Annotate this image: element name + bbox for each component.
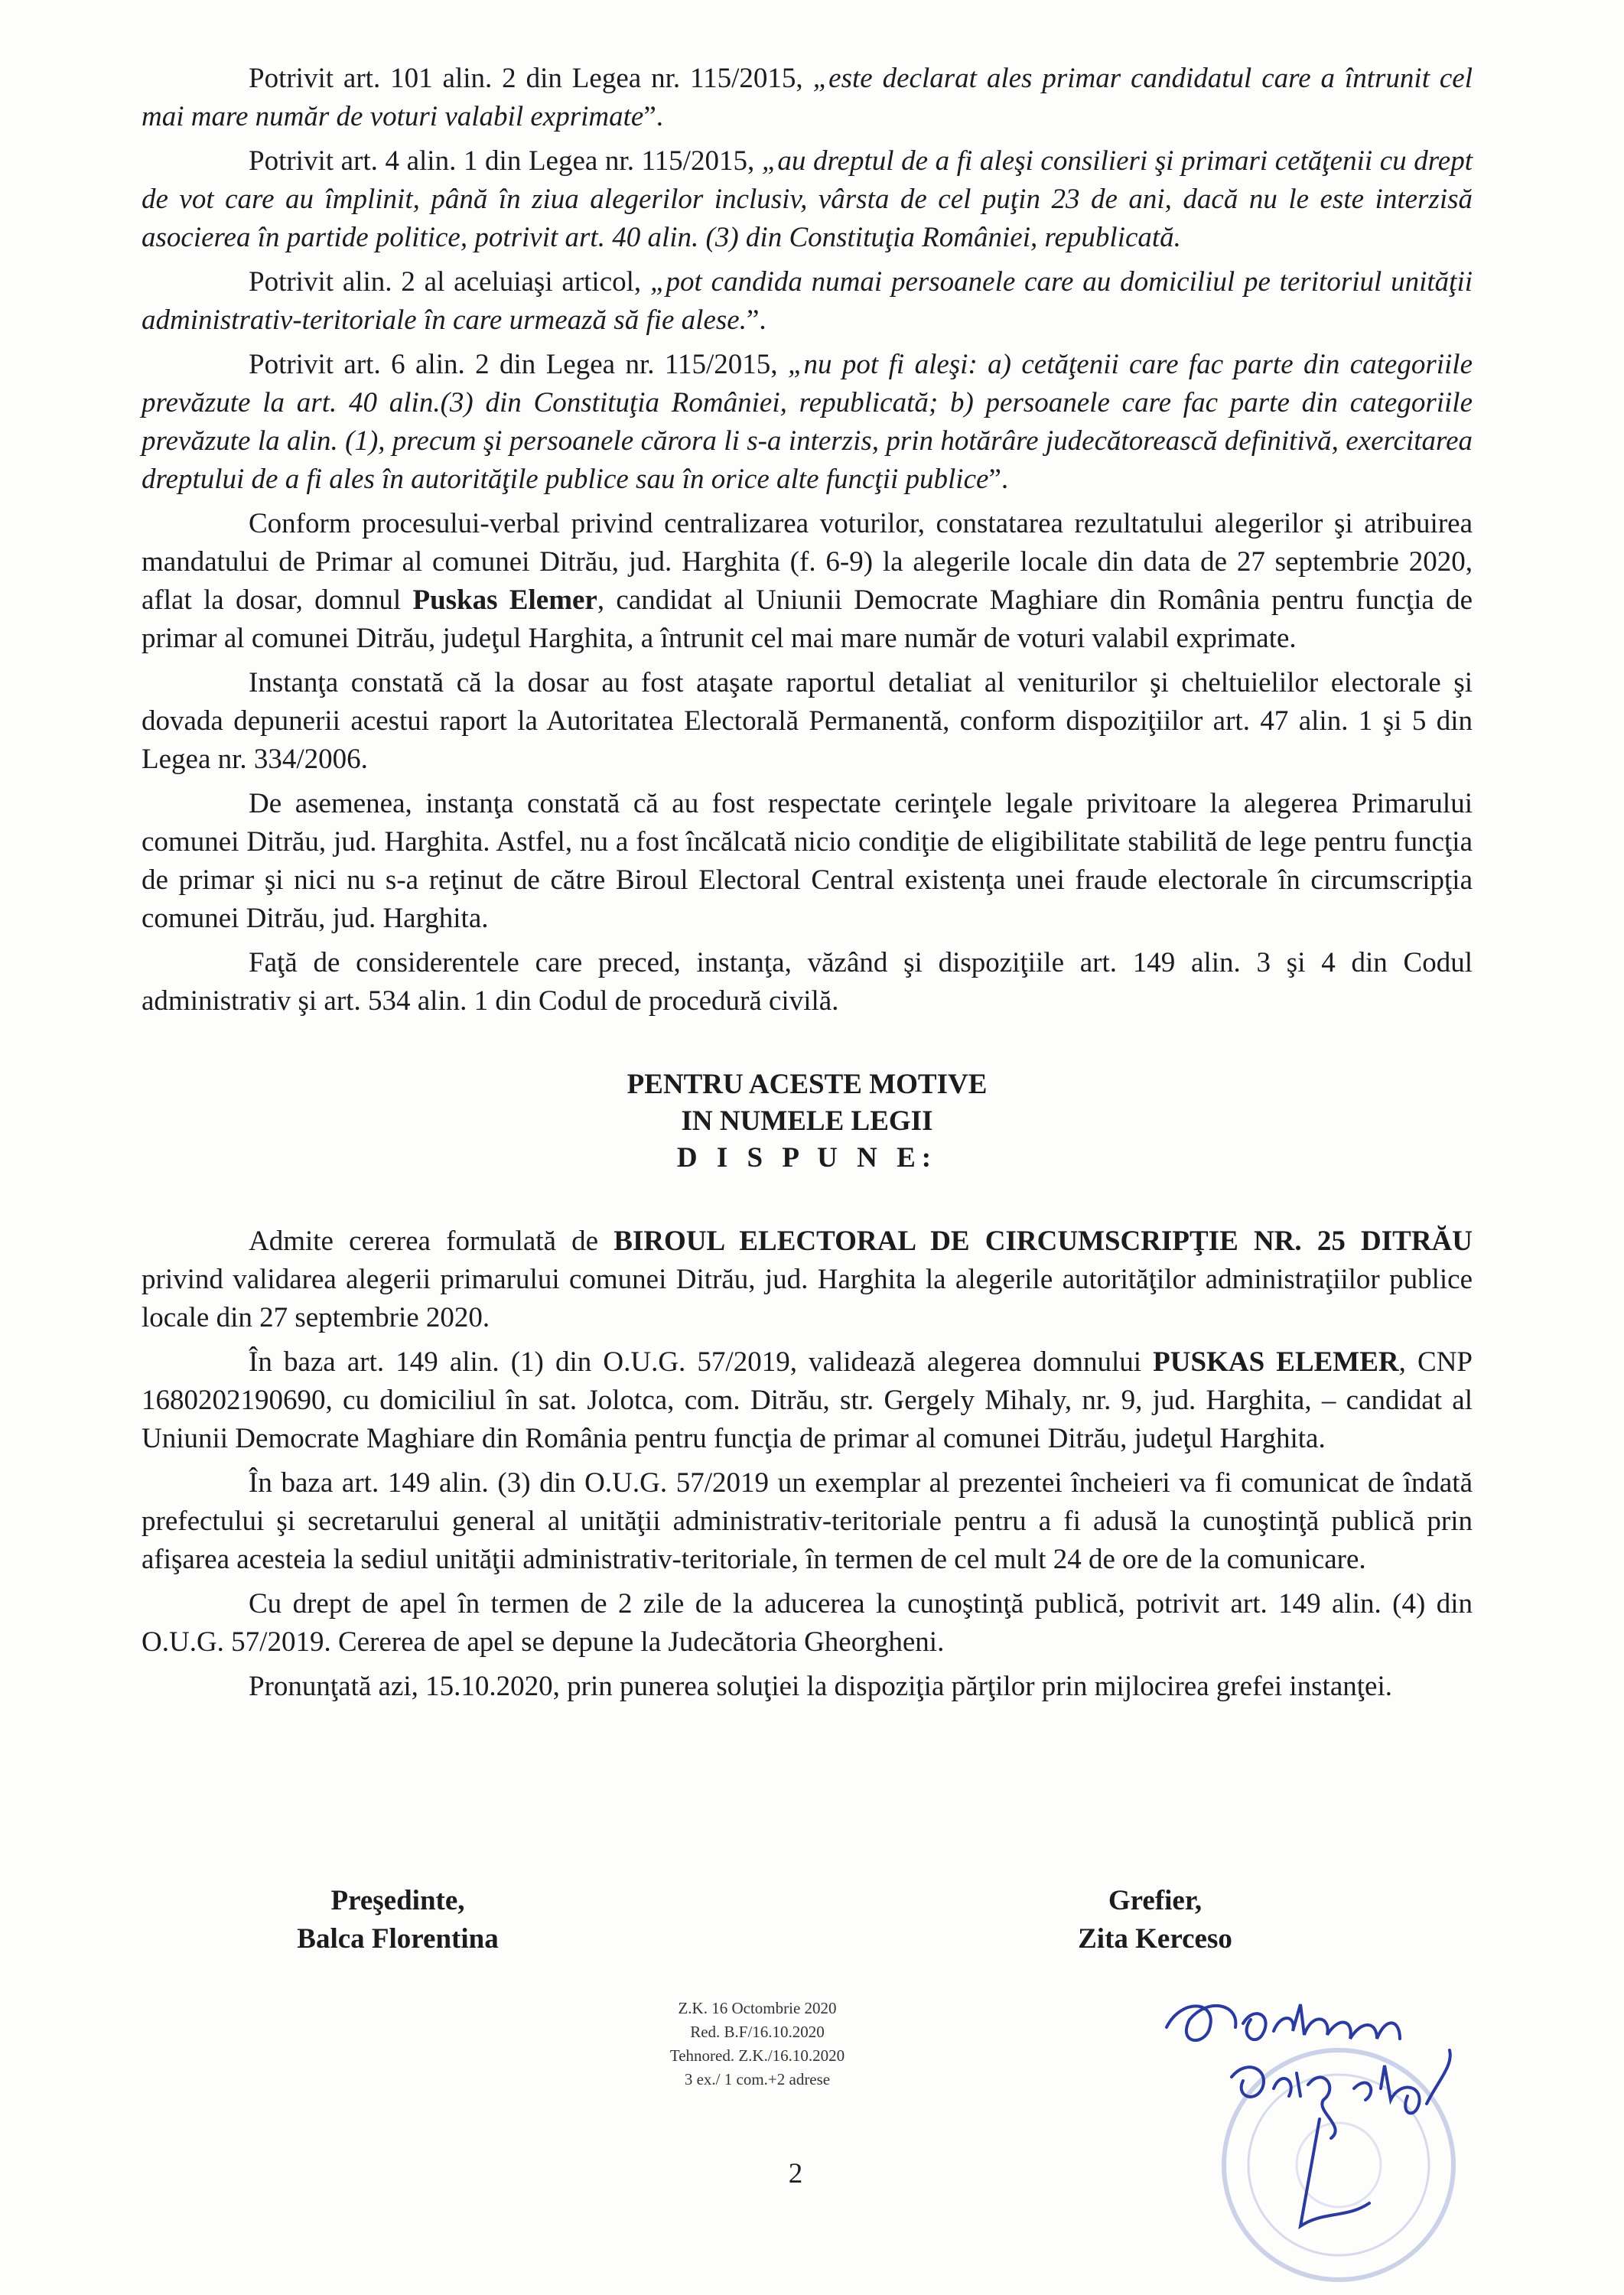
redaction-line-3: Tehnored. Z.K./16.10.2020	[669, 2046, 845, 2065]
dispositive-text-run: Admite cererea formulată de	[249, 1226, 614, 1257]
reasoning-text-run: Potrivit art. 6 alin. 2 din Legea nr. 115/2015,	[249, 349, 788, 380]
reasoning-text-run: Conform procesului-verbal privind centralizarea voturilor, constatarea rezultatului alegerilor şi atribuirea mandatului de Primar al comunei Ditrău, jud. Harghita (f. 6-9) la alegerile locale din data de 27 septembrie 2020, aflat la dosar, domnul	[142, 508, 1473, 616]
dispositive-text-run: Pronunţată azi, 15.10.2020, prin punerea soluţiei la dispoziţia părţilor prin mijlocirea grefei instanţei.	[249, 1671, 1392, 1702]
reasoning-text-run: „pot candida numai persoanele care au domiciliul pe teritoriul unităţii administrativ-teritoriale în care urmează să fie alese.	[142, 266, 1473, 336]
heading-line-3: D I S P U N E:	[676, 1142, 938, 1174]
reasoning-section	[142, 60, 1473, 1021]
president-role: Preşedinte,	[330, 1885, 465, 1916]
signature-block-clerk	[1040, 1882, 1270, 1958]
heading-line-1: PENTRU ACESTE MOTIVE	[626, 1069, 988, 1100]
page-number: 2	[788, 2158, 803, 2189]
dispositive-paragraph	[142, 1464, 1473, 1579]
reasoning-text-run: Potrivit art. 4 alin. 1 din Legea nr. 115/2015,	[249, 145, 762, 177]
redaction-line-1: Z.K. 16 Octombrie 2020	[678, 1999, 837, 2017]
reasoning-text-run: Faţă de considerentele care preced, instanţa, văzând şi dispoziţiile art. 149 alin. 3 şi 4 din Codul administrativ şi art. 534 alin. 1 din Codul de procedură civilă.	[142, 947, 1473, 1017]
reasoning-text-run: Instanţa constată că la dosar au fost ataşate raportul detaliat al veniturilor şi cheltuielilor electorale şi dovada depunerii acestui raport la Autoritatea Electorală Permanentă, conform dispoziţiilor art. 47 alin. 1 şi 5 din Legea nr. 334/2006.	[142, 667, 1473, 775]
clerk-name: Zita Kerceso	[1078, 1923, 1232, 1955]
document-body	[142, 60, 1473, 1712]
reasoning-text-run: „au dreptul de a fi aleşi consilieri şi primari cetăţenii cu drept de vot care au împlinit, până în ziua alegerilor inclusiv, vârsta de cel puţin 23 de ani, dacă nu le este interzisă asocierea în partide politice, potrivit art. 40 alin. (3) din Constituţia României, republicată.	[142, 145, 1473, 253]
reasoning-text-run: , candidat al Uniunii Democrate Maghiare din România pentru funcţia de primar al comunei Ditrău, judeţul Harghita, a întrunit cel mai mare număr de voturi valabil exprimate.	[142, 584, 1473, 654]
dispositive-text-run: privind validarea alegerii primarului comunei Ditrău, jud. Harghita la alegerile autorităţilor administraţiilor publice locale din 27 septembrie 2020.	[142, 1264, 1473, 1333]
reasoning-paragraph	[142, 142, 1473, 257]
dispositive-text-run: În baza art. 149 alin. (3) din O.U.G. 57/2019 un exemplar al prezentei încheieri va fi comunicat de îndată prefectului şi secretarului general al unităţii administrativ-teritoriale pentru a fi adusă la cunoştinţă publică prin afişarea acesteia la sediul unităţii administrativ-teritoriale, în termen de cel mult 24 de ore de la comunicare.	[142, 1467, 1473, 1575]
reasoning-paragraph	[142, 664, 1473, 779]
dispositive-text-run: , CNP 1680202190690, cu domiciliul în sat. Jolotca, com. Ditrău, str. Gergely Mihaly, nr. 9, jud. Harghita, – candidat al Uniunii Democrate Maghiare din România pentru funcţia de primar al comunei Ditrău, judeţul Harghita.	[142, 1346, 1473, 1454]
dispositive-text-run: BIROUL ELECTORAL DE CIRCUMSCRIPŢIE NR. 25 DITRĂU	[613, 1226, 1473, 1257]
redaction-line-4: 3 ex./ 1 com.+2 adrese	[684, 2070, 831, 2088]
redaction-note	[643, 1997, 872, 2092]
dispositive-paragraph	[142, 1222, 1473, 1337]
reasoning-text-run: ”.	[746, 304, 766, 336]
reasoning-text-run: „este declarat ales primar candidatul care a întrunit cel mai mare număr de voturi valabil exprimate	[142, 63, 1473, 132]
reasoning-paragraph	[142, 263, 1473, 340]
redaction-line-2: Red. B.F/16.10.2020	[690, 2023, 825, 2041]
dispositive-text-run: Cu drept de apel în termen de 2 zile de la aducerea la cunoştinţă publică, potrivit art. 149 alin. (4) din O.U.G. 57/2019. Cererea de apel se depune la Judecătoria Gheorgheni.	[142, 1588, 1473, 1658]
reasoning-text-run: ”.	[643, 101, 663, 132]
reasoning-paragraph	[142, 785, 1473, 938]
reasoning-text-run: Potrivit art. 101 alin. 2 din Legea nr. 115/2015,	[249, 63, 813, 94]
operative-heading	[142, 1066, 1473, 1177]
president-name: Balca Florentina	[297, 1923, 499, 1955]
clerk-role: Grefier,	[1108, 1885, 1203, 1916]
reasoning-text-run: „nu pot fi aleşi: a) cetăţenii care fac parte din categoriile prevăzute la art. 40 alin.(3) din Constituţia României, republicată; b) persoanele care fac parte din categoriile prevăzute la alin. (1), precum şi persoanele cărora li s-a interzis, prin hotărâre judecătorească definitivă, exercitarea dreptului de a fi ales în autorităţile publice sau în orice alte funcţii publice	[142, 349, 1473, 495]
reasoning-text-run: De asemenea, instanţa constată că au fost respectate cerinţele legale privitoare la alegerea Primarului comunei Ditrău, jud. Harghita. Astfel, nu a fost încălcată nicio condiţie de eligibilitate stabilită de lege pentru funcţia de primar şi nici nu s-a reţinut de către Biroul Electoral Central existenţa unei fraude electorale în circumscripţia comunei Ditrău, jud. Harghita.	[142, 788, 1473, 934]
dispositive-paragraph	[142, 1668, 1473, 1706]
dispositive-paragraph	[142, 1585, 1473, 1662]
reasoning-paragraph	[142, 505, 1473, 658]
dispositive-text-run: În baza art. 149 alin. (1) din O.U.G. 57/2019, validează alegerea domnului	[249, 1346, 1154, 1378]
reasoning-text-run: Puskas Elemer	[412, 584, 597, 616]
court-stamp-icon	[1147, 1974, 1507, 2295]
dispositive-text-run: PUSKAS ELEMER	[1153, 1346, 1399, 1378]
reasoning-text-run: Potrivit alin. 2 al aceluiaşi articol,	[249, 266, 650, 298]
dispositive-paragraph	[142, 1343, 1473, 1458]
heading-line-2: IN NUMELE LEGII	[681, 1105, 933, 1137]
dispositive-section	[142, 1222, 1473, 1706]
reasoning-paragraph	[142, 944, 1473, 1021]
reasoning-paragraph	[142, 60, 1473, 136]
signature-block-president	[252, 1882, 543, 1958]
reasoning-text-run: ”.	[988, 464, 1009, 495]
reasoning-paragraph	[142, 346, 1473, 499]
